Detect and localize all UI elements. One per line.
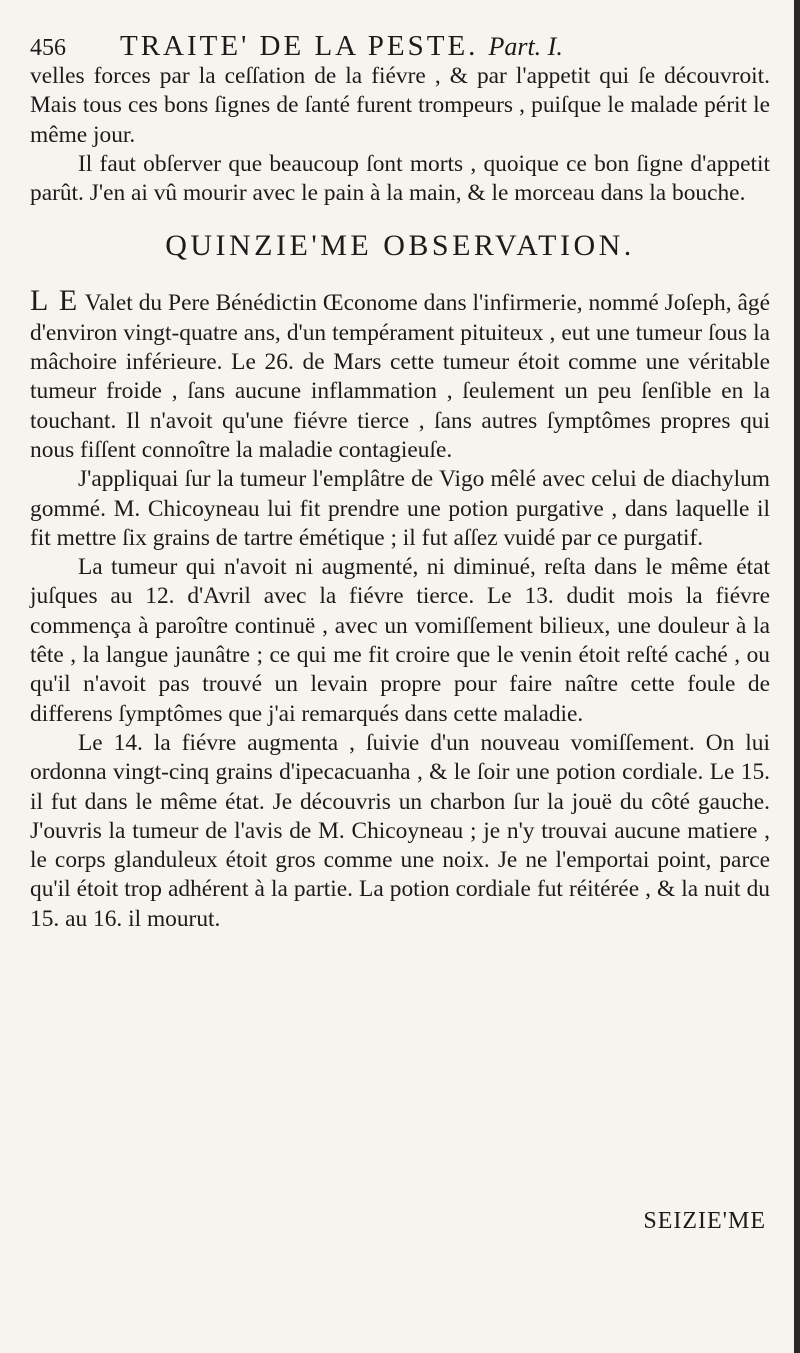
catchword: SEIZIE'ME [643, 1208, 766, 1234]
running-title: TRAITE' DE LA PESTE. [120, 30, 479, 62]
paragraph: La tumeur qui n'avoit ni augmenté, ni diminué, reſta dans le même état juſques au 12. d'Avril avec la fiévre tierce. Le 13. dudit mois la fiévre commença à paroître continuë , avec un vomiſſement bilieux, une douleur à la tête , la langue jaunâtre ; ce qui me fit croire que le venin étoit reſté caché , ou qu'il n'avoit pas trouvé un levain propre pour faire naître cette foule de differens ſymptômes que j'ai remarqués dans cette maladie. [30, 554, 770, 727]
drop-capital: L E [30, 284, 80, 318]
paragraph: Le 14. la fiévre augmenta , ſuivie d'un nouveau vomiſſement. On lui ordonna vingt-cinq grains d'ipecacuanha , & le ſoir une potion cordiale. Le 15. il fut dans le même état. Je découvris un charbon ſur la jouë du côté gauche. J'ouvris la tumeur de l'avis de M. Chicoyneau ; je n'y trouvai aucune matiere , le corps glanduleux étoit gros comme une noix. Je ne l'emportai point, parce qu'il étoit trop adhérent à la partie. La potion cordiale fut réitérée , & la nuit du 15. au 16. il mourut. [30, 729, 770, 932]
paragraph: velles forces par la ceſſation de la fiévre , & par l'appetit qui ſe découvroit. Mais tous ces bons ſignes de ſanté furent trompeurs , puiſque le malade périt le même jour. [30, 63, 770, 148]
paragraph: Il faut obſerver que beaucoup ſont morts , quoique ce bon ſigne d'appetit parût. J'en ai vû mourir avec le pain à la main, & le morceau dans la bouche. [30, 150, 770, 207]
observation-title: QUINZIE'ME OBSERVATION. [165, 229, 635, 263]
paragraph-text: Valet du Pere Bénédictin Œconome dans l'infirmerie, nommé Joſeph, âgé d'environ vingt-quatre ans, d'un tempérament pituiteux , eut une tumeur ſous la mâchoire inférieure. Le 26. de Mars cette tumeur étoit comme une véritable tumeur froide , ſans aucune inflammation , ſeulement un peu ſenſible en la touchant. Il n'avoit qu'une fiévre tierce , ſans autres ſymptômes propres qui nous fiſſent connoître la maladie contagieuſe. [30, 290, 770, 463]
part-label: Part. I. [488, 32, 563, 61]
page-number: 456 [30, 35, 66, 61]
paragraph: J'appliquai ſur la tumeur l'emplâtre de Vigo mêlé avec celui de diachylum gommé. M. Chicoyneau lui fit prendre une potion purgative , dans laquelle il fit mettre ſix grains de tartre émétique ; il fut aſſez vuidé par ce purgatif. [30, 466, 770, 551]
paragraph [30, 286, 770, 465]
body-text [30, 62, 770, 934]
